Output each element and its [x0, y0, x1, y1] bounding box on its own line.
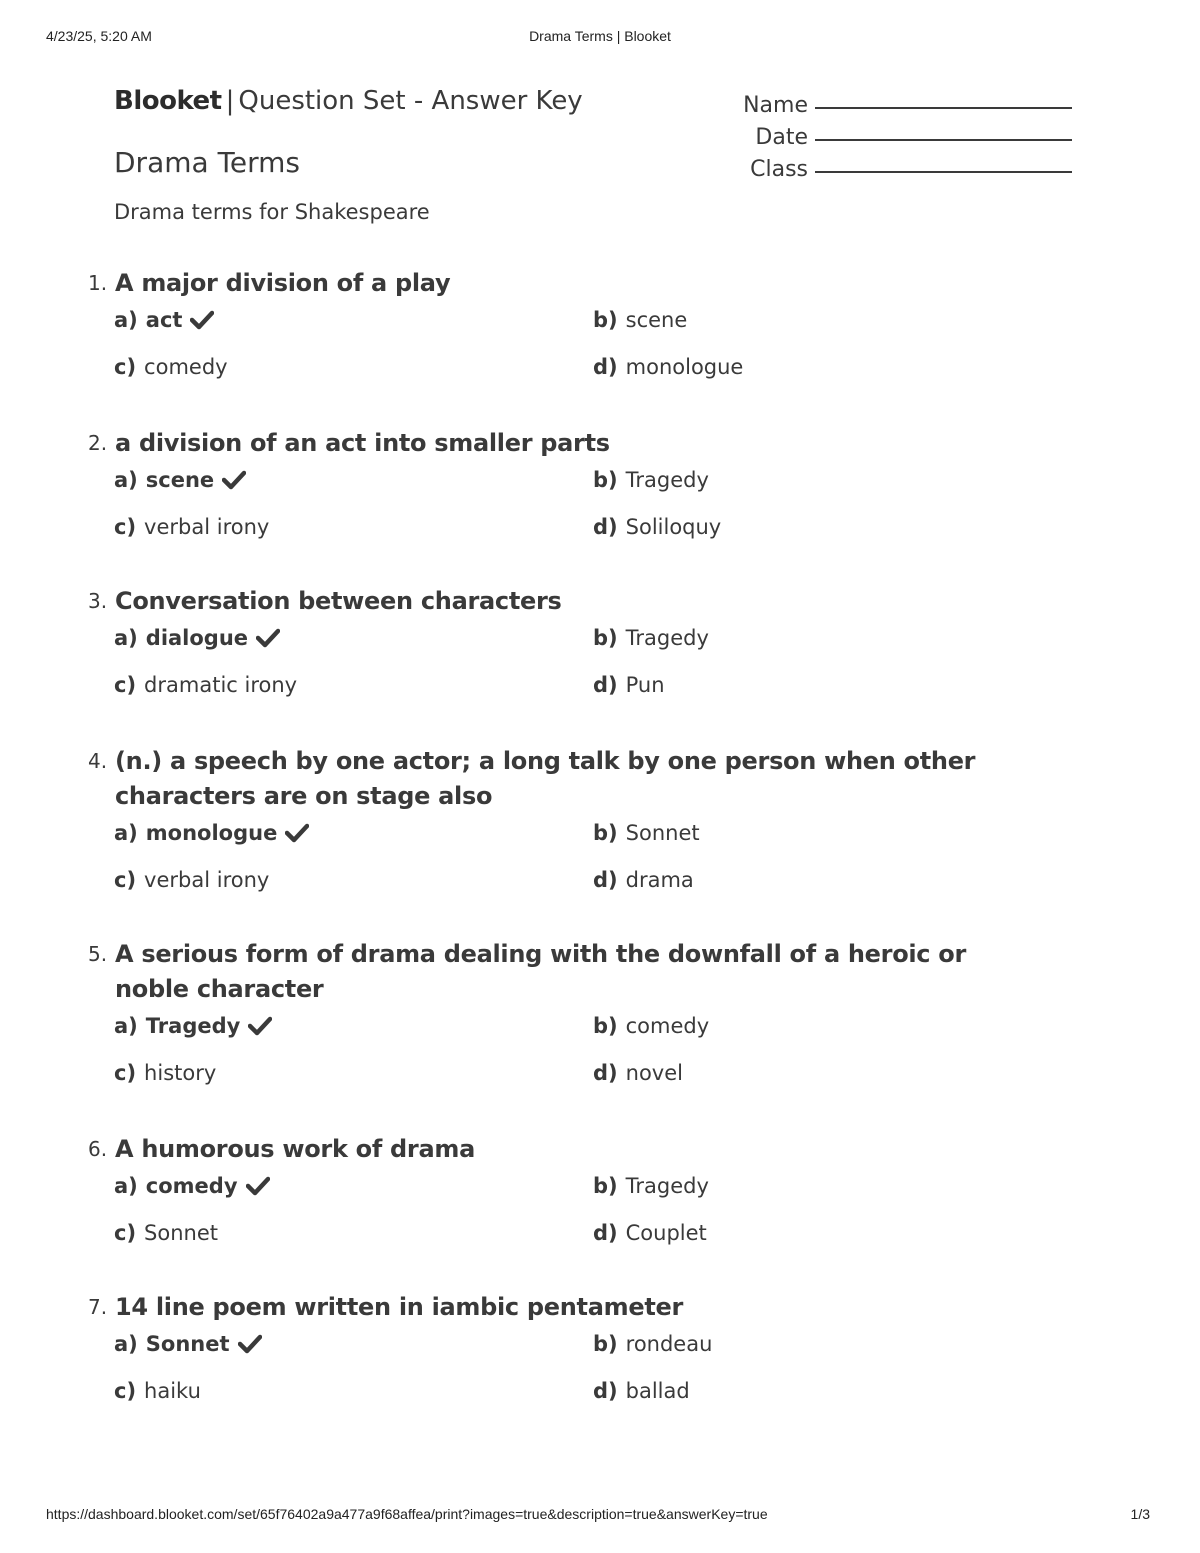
option-text: drama — [625, 868, 694, 892]
option-text: rondeau — [625, 1332, 713, 1356]
answer-option — [593, 1329, 712, 1359]
answer-options — [88, 623, 1078, 719]
option-letter: a) — [114, 1014, 138, 1038]
set-title: Drama Terms — [114, 146, 301, 179]
class-row — [680, 150, 1072, 182]
option-text: Tragedy — [625, 468, 709, 492]
check-icon — [238, 1334, 262, 1354]
option-letter: a) — [114, 468, 138, 492]
option-text: Soliloquy — [625, 515, 722, 539]
name-label: Name — [743, 93, 808, 118]
option-letter: c) — [114, 1061, 137, 1085]
answer-option-correct — [114, 465, 246, 495]
question-stem — [88, 744, 1078, 814]
check-icon — [246, 1176, 270, 1196]
class-line — [815, 171, 1072, 173]
brand-row — [114, 86, 583, 116]
answer-option — [593, 305, 687, 335]
option-text: history — [144, 1061, 217, 1085]
option-text: Sonnet — [145, 1332, 230, 1356]
question-stem — [88, 1132, 1078, 1167]
option-letter: d) — [593, 673, 618, 697]
answer-options — [88, 1329, 1078, 1425]
option-text: dialogue — [145, 626, 249, 650]
option-text: novel — [625, 1061, 683, 1085]
answer-option — [593, 352, 743, 382]
set-description: Drama terms for Shakespeare — [114, 200, 430, 224]
option-text: comedy — [144, 355, 228, 379]
answer-option — [114, 670, 297, 700]
answer-option — [593, 818, 700, 848]
question-text: 14 line poem written in iambic pentameter — [115, 1293, 684, 1321]
print-page-title: Drama Terms | Blooket — [529, 28, 671, 44]
question-number: 3. — [88, 589, 108, 613]
question-text: A humorous work of drama — [115, 1135, 475, 1163]
answer-option — [593, 512, 721, 542]
question-stem — [88, 1290, 1078, 1325]
question — [88, 1132, 1078, 1267]
option-letter: d) — [593, 1221, 618, 1245]
option-letter: c) — [114, 1221, 137, 1245]
question-number: 2. — [88, 431, 108, 455]
answer-option — [114, 352, 228, 382]
check-icon — [256, 628, 280, 648]
question-text: A serious form of drama dealing with the downfall of a heroic or noble character — [115, 940, 967, 1003]
option-text: haiku — [144, 1379, 201, 1403]
answer-options — [88, 305, 1078, 401]
answer-option-correct — [114, 623, 280, 653]
option-letter: b) — [593, 626, 618, 650]
option-text: Couplet — [625, 1221, 707, 1245]
print-header — [46, 28, 1154, 50]
answer-option — [114, 1218, 218, 1248]
answer-option-correct — [114, 1329, 262, 1359]
question-text: A major division of a play — [115, 269, 451, 297]
question — [88, 937, 1078, 1107]
answer-option — [114, 865, 269, 895]
option-letter: b) — [593, 1014, 618, 1038]
answer-option-correct — [114, 818, 309, 848]
answer-option-correct — [114, 1011, 272, 1041]
option-text: dramatic irony — [144, 673, 298, 697]
page-url[interactable]: https://dashboard.blooket.com/set/65f76402a9a477a9f68affea/print?images=true&description=true&answerKey=true — [46, 1506, 768, 1522]
question-stem — [88, 266, 1078, 301]
answer-option — [114, 1376, 201, 1406]
check-icon — [222, 470, 246, 490]
question — [88, 584, 1078, 719]
option-text: monologue — [625, 355, 744, 379]
page-number: 1/3 — [1130, 1506, 1150, 1522]
answer-option — [593, 1218, 707, 1248]
option-text: Sonnet — [625, 821, 700, 845]
option-text: verbal irony — [144, 868, 270, 892]
question-number: 1. — [88, 271, 108, 295]
question-stem — [88, 584, 1078, 619]
option-letter: c) — [114, 355, 137, 379]
option-text: scene — [145, 468, 215, 492]
option-letter: b) — [593, 821, 618, 845]
page-subtitle: Question Set - Answer Key — [238, 86, 583, 116]
option-text: scene — [625, 308, 688, 332]
name-line — [815, 107, 1072, 109]
question — [88, 426, 1078, 561]
answer-option — [593, 865, 694, 895]
brand-separator: | — [225, 86, 235, 116]
option-letter: b) — [593, 1174, 618, 1198]
question-text: a division of an act into smaller parts — [115, 429, 610, 457]
option-letter: a) — [114, 821, 138, 845]
option-text: comedy — [625, 1014, 710, 1038]
option-letter: a) — [114, 1174, 138, 1198]
option-text: Tragedy — [145, 1014, 241, 1038]
option-letter: b) — [593, 1332, 618, 1356]
option-letter: b) — [593, 468, 618, 492]
answer-option — [593, 623, 709, 653]
answer-option — [593, 1058, 683, 1088]
question-stem — [88, 937, 1078, 1007]
option-letter: a) — [114, 626, 138, 650]
option-letter: d) — [593, 868, 618, 892]
option-letter: d) — [593, 1061, 618, 1085]
option-letter: d) — [593, 355, 618, 379]
option-letter: d) — [593, 515, 618, 539]
option-text: ballad — [625, 1379, 690, 1403]
print-footer — [46, 1506, 1154, 1528]
option-text: monologue — [145, 821, 278, 845]
check-icon — [248, 1016, 272, 1036]
print-datetime: 4/23/25, 5:20 AM — [46, 28, 152, 44]
date-label: Date — [755, 125, 808, 150]
option-text: Tragedy — [625, 1174, 709, 1198]
date-line — [815, 139, 1072, 141]
option-letter: a) — [114, 1332, 138, 1356]
answer-option-correct — [114, 1171, 270, 1201]
answer-option — [593, 670, 665, 700]
answer-options — [88, 1171, 1078, 1267]
question-text: (n.) a speech by one actor; a long talk by one person when other characters are on stage also — [115, 747, 976, 810]
brand-logo: Blooket — [114, 86, 222, 116]
answer-option — [114, 1058, 216, 1088]
answer-options — [88, 818, 1078, 914]
answer-option — [593, 1011, 709, 1041]
question-number: 4. — [88, 749, 108, 773]
question — [88, 1290, 1078, 1425]
answer-option — [593, 465, 709, 495]
option-letter: c) — [114, 1379, 137, 1403]
question-stem — [88, 426, 1078, 461]
option-letter: c) — [114, 673, 137, 697]
question-text: Conversation between characters — [115, 587, 562, 615]
check-icon — [190, 310, 214, 330]
option-text: Tragedy — [625, 626, 709, 650]
option-letter: d) — [593, 1379, 618, 1403]
option-letter: c) — [114, 868, 137, 892]
answer-option — [114, 512, 269, 542]
student-info-block — [680, 86, 1072, 182]
question — [88, 744, 1078, 914]
answer-options — [88, 465, 1078, 561]
option-text: Sonnet — [144, 1221, 218, 1245]
question-number: 7. — [88, 1295, 108, 1319]
question-number: 6. — [88, 1137, 108, 1161]
name-row — [680, 86, 1072, 118]
option-letter: b) — [593, 308, 618, 332]
check-icon — [285, 823, 309, 843]
question — [88, 266, 1078, 401]
answer-options — [88, 1011, 1078, 1107]
date-row — [680, 118, 1072, 150]
question-number: 5. — [88, 942, 108, 966]
answer-option — [593, 1171, 709, 1201]
option-text: Pun — [625, 673, 665, 697]
option-letter: c) — [114, 515, 137, 539]
answer-option — [593, 1376, 690, 1406]
option-text: verbal irony — [144, 515, 270, 539]
option-letter: a) — [114, 308, 138, 332]
option-text: act — [145, 308, 183, 332]
class-label: Class — [750, 157, 808, 182]
option-text: comedy — [145, 1174, 238, 1198]
answer-option-correct — [114, 305, 214, 335]
